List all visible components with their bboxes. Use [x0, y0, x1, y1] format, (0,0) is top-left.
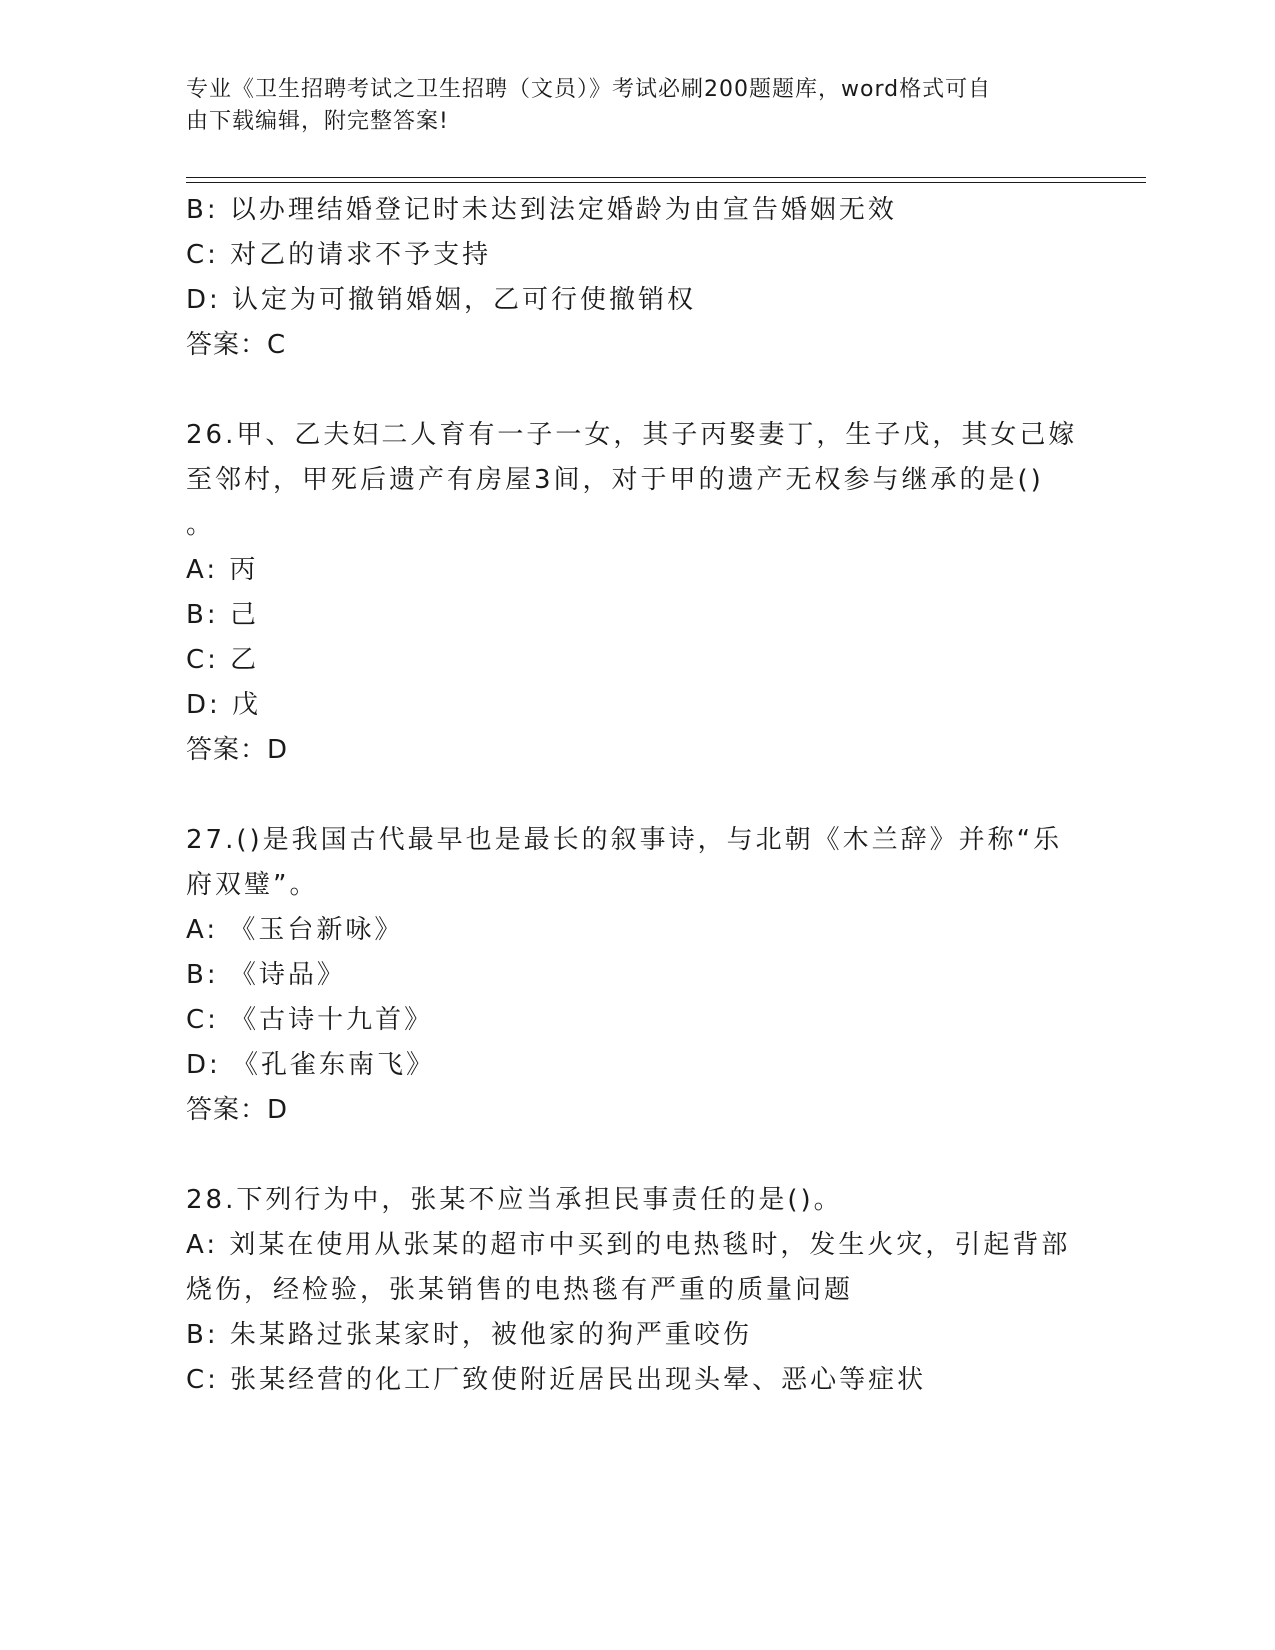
q25-option-d: D: 认定为可撤销婚姻，乙可行使撤销权: [186, 285, 697, 315]
q27-stem-line-1: 27.()是我国古代最早也是最长的叙事诗，与北朝《木兰辞》并称“乐: [186, 825, 1063, 855]
q28-option-c: C: 张某经营的化工厂致使附近居民出现头晕、恶心等症状: [186, 1365, 927, 1395]
spacer: [186, 368, 1066, 413]
page-header: [186, 74, 1066, 138]
q28-option-a-line-1: A: 刘某在使用从张某的超市中买到的电热毯时，发生火灾，引起背部: [186, 1230, 1071, 1260]
q27-option-a: A: 《玉台新咏》: [186, 915, 404, 945]
q25-option-c: C: 对乙的请求不予支持: [186, 240, 492, 270]
q27-stem-line-2: 府双璧”。: [186, 870, 319, 900]
q26-stem-line-1: 26.甲、乙夫妇二人育有一子一女，其子丙娶妻丁，生子戊，其女己嫁: [186, 420, 1078, 450]
question-28: [186, 1178, 1071, 1403]
q26-stem-line-3: 。: [186, 510, 216, 540]
q25-answer: 答案：C: [186, 330, 287, 360]
q28-option-b: B: 朱某路过张某家时，被他家的狗严重咬伤: [186, 1320, 752, 1350]
header-line-2: 由下载编辑，附完整答案!: [186, 109, 449, 134]
q27-answer: 答案：D: [186, 1095, 289, 1125]
question-27: [186, 818, 1066, 1133]
question-content: [186, 188, 1078, 1403]
header-line-1: 专业《卫生招聘考试之卫生招聘（文员）》考试必刷200题题库，word格式可自: [186, 77, 992, 102]
q26-stem-line-2: 至邻村，甲死后遗产有房屋3间，对于甲的遗产无权参与继承的是(): [186, 465, 1044, 495]
spacer: [186, 1133, 1066, 1178]
q27-option-c: C: 《古诗十九首》: [186, 1005, 434, 1035]
header-rule-bottom: [186, 182, 1146, 183]
q27-option-b: B: 《诗品》: [186, 960, 346, 990]
spacer: [186, 773, 1066, 818]
q25-option-b: B: 以办理结婚登记时未达到法定婚龄为由宣告婚姻无效: [186, 195, 897, 225]
q27-option-d: D: 《孔雀东南飞》: [186, 1050, 436, 1080]
header-rule-top: [186, 177, 1146, 178]
q28-stem-line-1: 28.下列行为中，张某不应当承担民事责任的是()。: [186, 1185, 843, 1215]
question-26: [186, 413, 1078, 773]
q26-option-b: B: 己: [186, 600, 259, 630]
q26-option-a: A: 丙: [186, 555, 259, 585]
q26-answer: 答案：D: [186, 735, 289, 765]
question-25: [186, 188, 1066, 368]
q26-option-c: C: 乙: [186, 645, 260, 675]
q26-option-d: D: 戊: [186, 690, 262, 720]
q28-option-a-line-2: 烧伤，经检验，张某销售的电热毯有严重的质量问题: [186, 1275, 854, 1305]
